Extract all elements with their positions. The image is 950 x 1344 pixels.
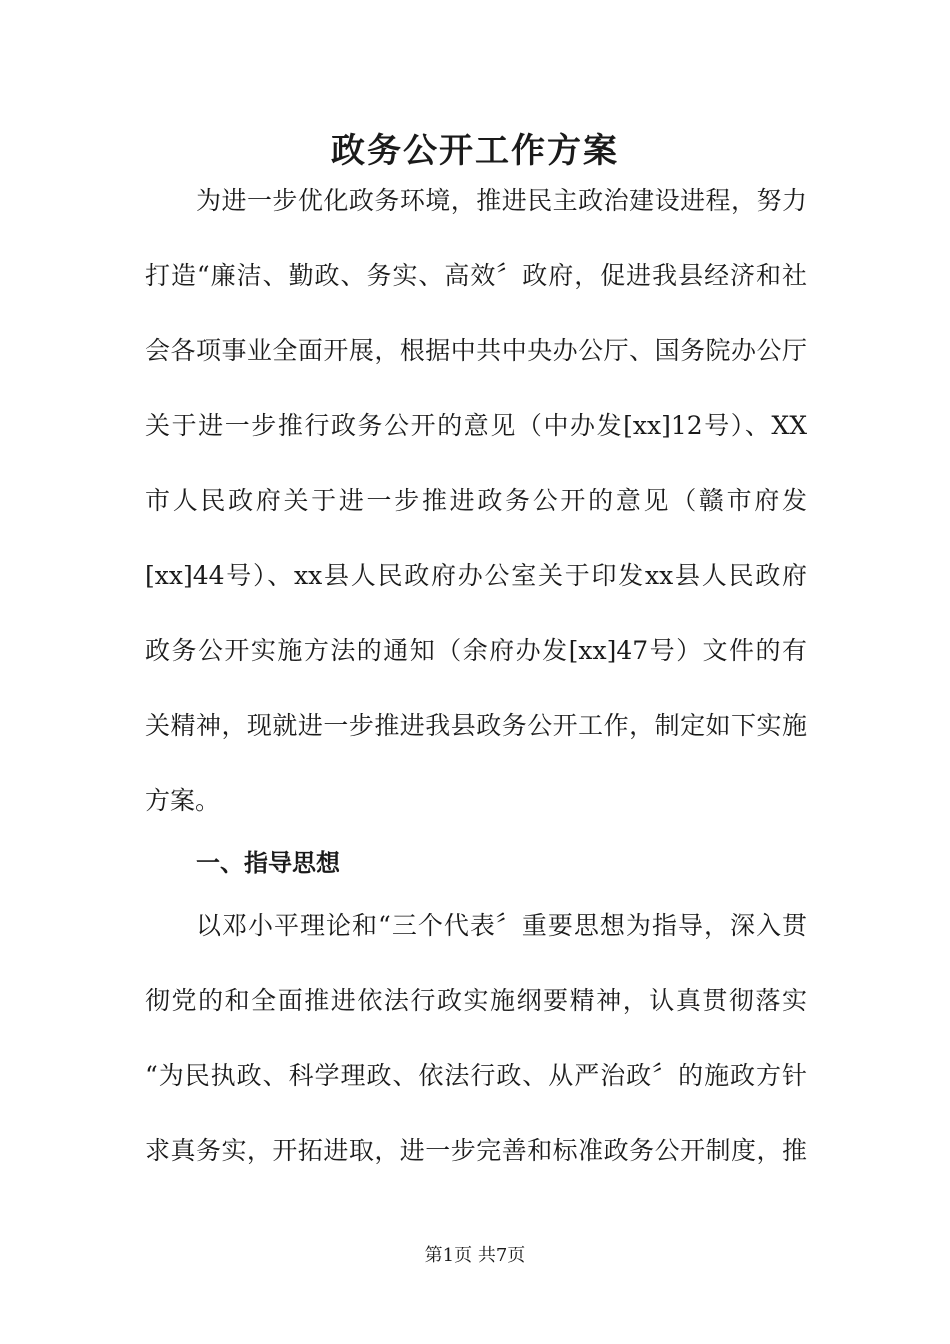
section-heading: 一、指导思想 [196, 849, 340, 877]
paragraph-line: 政务公开实施方法的通知（余府办发[xx]47号）文件的有 [145, 636, 807, 665]
page-footer: 第1页 共7页 [424, 1245, 526, 1266]
document-title: 政务公开工作方案 [331, 131, 619, 171]
paragraph-line: 以邓小平理论和“三个代表〞重要思想为指导，深入贯 [196, 911, 807, 940]
paragraph-line: [xx]44号）、xx县人民政府办公室关于印发xx县人民政府 [145, 561, 807, 590]
paragraph-line: 彻党的和全面推进依法行政实施纲要精神，认真贯彻落实 [145, 986, 807, 1015]
paragraph-line: 关精神，现就进一步推进我县政务公开工作，制定如下实施 [145, 711, 807, 740]
paragraph-line: 会各项事业全面开展，根据中共中央办公厅、国务院办公厅 [145, 336, 807, 365]
paragraph-line: 求真务实，开拓进取，进一步完善和标准政务公开制度，推 [145, 1136, 807, 1165]
paragraph-line: 关于进一步推行政务公开的意见（中办发[xx]12号）、XX [145, 411, 807, 440]
paragraph-line: 市人民政府关于进一步推进政务公开的意见（赣市府发 [145, 486, 807, 515]
paragraph-line: 打造“廉洁、勤政、务实、高效〞政府，促进我县经济和社 [145, 261, 807, 290]
paragraph-line: “为民执政、科学理政、依法行政、从严治政〞的施政方针 [145, 1061, 807, 1090]
paragraph-line: 方案。 [145, 786, 221, 815]
paragraph-line: 为进一步优化政务环境，推进民主政治建设进程，努力 [196, 186, 807, 215]
